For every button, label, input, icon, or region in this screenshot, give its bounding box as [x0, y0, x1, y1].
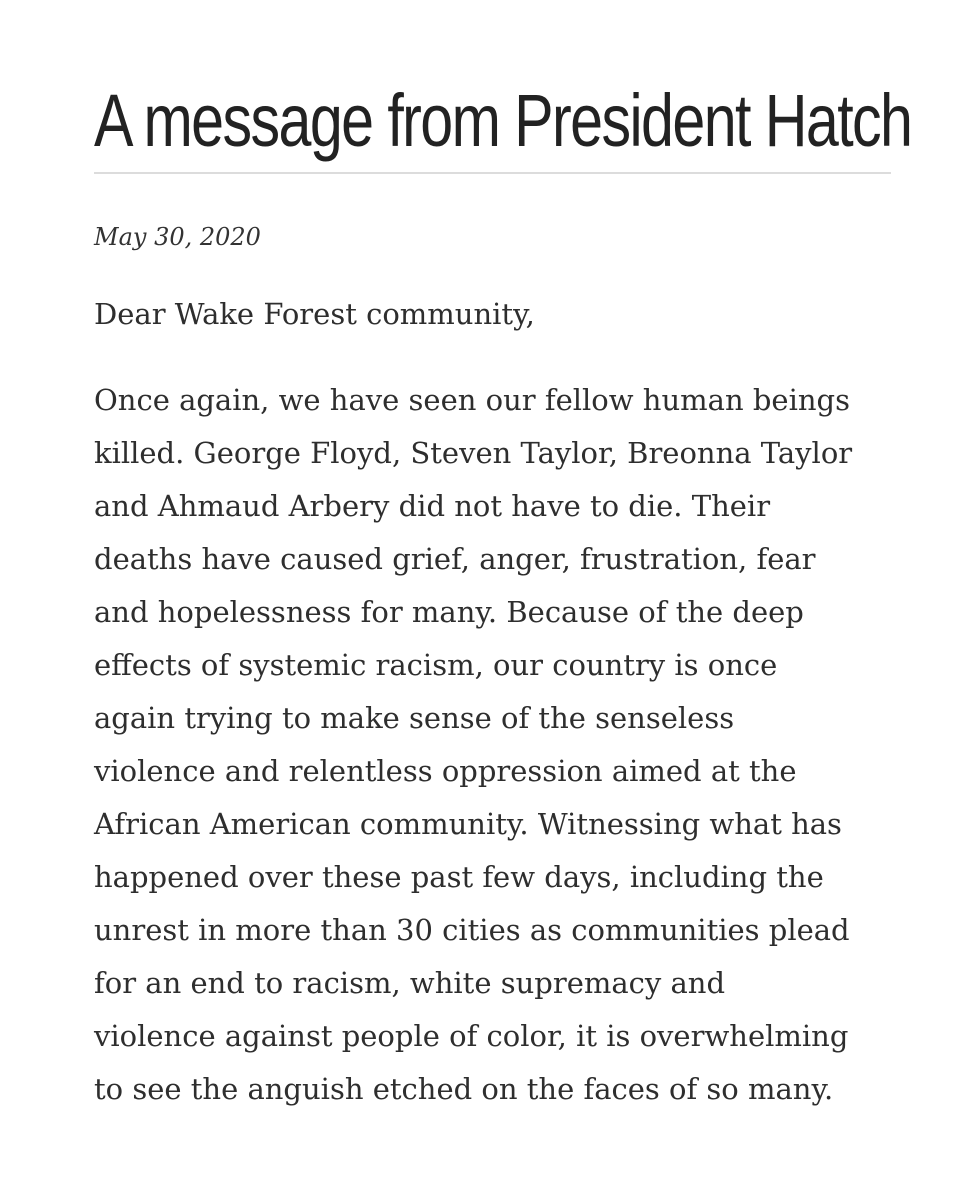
page-title: A message from President Hatch [94, 79, 912, 162]
publish-date: May 30, 2020 [94, 223, 261, 251]
article [94, 78, 912, 1116]
body-paragraph: Once again, we have seen our fellow human beings killed. George Floyd, Steven Taylor, Breonna Taylor and Ahmaud Arbery did not have to die. Their deaths have caused grief, anger, frustration, fear and hopelessness for many. Because of the deep effects of systemic racism, our country is once again trying to make sense of the senseless violence and relentless oppression aimed at the African American community. Witnessing what has happened over these past few days, including the unrest in more than 30 cities as communities plead for an end to racism, white supremacy and violence against people of color, it is overwhelming to see the anguish etched on the faces of so many. [94, 383, 853, 1106]
title-divider [94, 172, 891, 174]
salutation: Dear Wake Forest community, [94, 297, 535, 331]
